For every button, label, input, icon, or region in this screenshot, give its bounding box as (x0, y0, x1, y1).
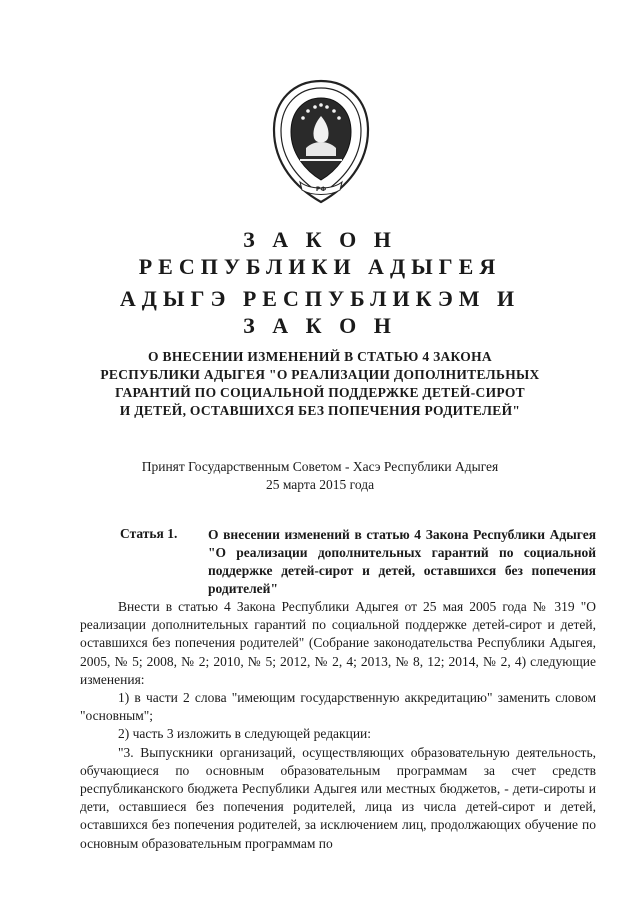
adoption-body: Принят Государственным Советом - Хасэ Республики Адыгея (141, 459, 499, 474)
heading-adyge: АДЫГЭ РЕСПУБЛИКЭМ И (119, 286, 521, 311)
body-paragraph: 1) в части 2 слова "имеющим государственную аккредитацию" заменить словом "основным"; (80, 690, 596, 724)
heading-zakon: З А К О Н (243, 227, 397, 252)
body-paragraph: Внести в статью 4 Закона Республики Адыгея от 25 мая 2005 года № 319 "О реализации дополнительных гарантий по социальной поддержке детей-сирот и детей, оставшихся без попечения родителей" (Собрание законодательства Республики Адыгея, 2005, № 5; 2008, № 2; 2010, № 5; 2012, № 2, 4; 2013, № 8, 12; 2014, № 2, 4) следующие изменения: (80, 599, 596, 687)
article-number: Статья 1. (120, 526, 178, 541)
body-paragraph: 2) часть 3 изложить в следующей редакции: (118, 726, 372, 742)
law-title-line: РЕСПУБЛИКИ АДЫГЕЯ "О РЕАЛИЗАЦИИ ДОПОЛНИТЕЛЬНЫХ (100, 367, 540, 382)
adygea-coat-of-arms-icon (270, 78, 372, 206)
heading-zakon-adyghe: З А К О Н (243, 313, 397, 338)
law-title (80, 348, 560, 420)
law-title-line: О ВНЕСЕНИИ ИЗМЕНЕНИЙ В СТАТЬЮ 4 ЗАКОНА (148, 349, 492, 364)
adoption-date: 25 марта 2015 года (265, 477, 375, 492)
article-body (80, 598, 596, 853)
body-paragraph: "3. Выпускники организаций, осуществляющих образовательную деятельность, обучающиеся по основным образовательным программам за счет средств республиканского бюджета Республики Адыгея или местных бюджетов, - дети-сироты и дети, оставшиеся без попечения родителей, лица из числа детей-сирот и детей, оставшихся без попечения родителей, за исключением лиц, продолжающих обучение по основным образовательным программам по (80, 744, 596, 851)
law-title-line: ГАРАНТИЙ ПО СОЦИАЛЬНОЙ ПОДДЕРЖКЕ ДЕТЕЙ-СИРОТ (115, 385, 525, 400)
law-title-line: И ДЕТЕЙ, ОСТАВШИХСЯ БЕЗ ПОПЕЧЕНИЯ РОДИТЕЛЕЙ" (119, 403, 521, 418)
article-heading: О внесении изменений в статью 4 Закона Республики Адыгея "О реализации дополнительных гарантий по социальной поддержке детей-сирот и детей, оставшихся без попечения родителей" (208, 527, 596, 596)
adoption-note (0, 458, 640, 494)
heading-republic: РЕСПУБЛИКИ АДЫГЕЯ (138, 254, 502, 279)
emblem-ribbon-text: РФ (315, 186, 327, 193)
